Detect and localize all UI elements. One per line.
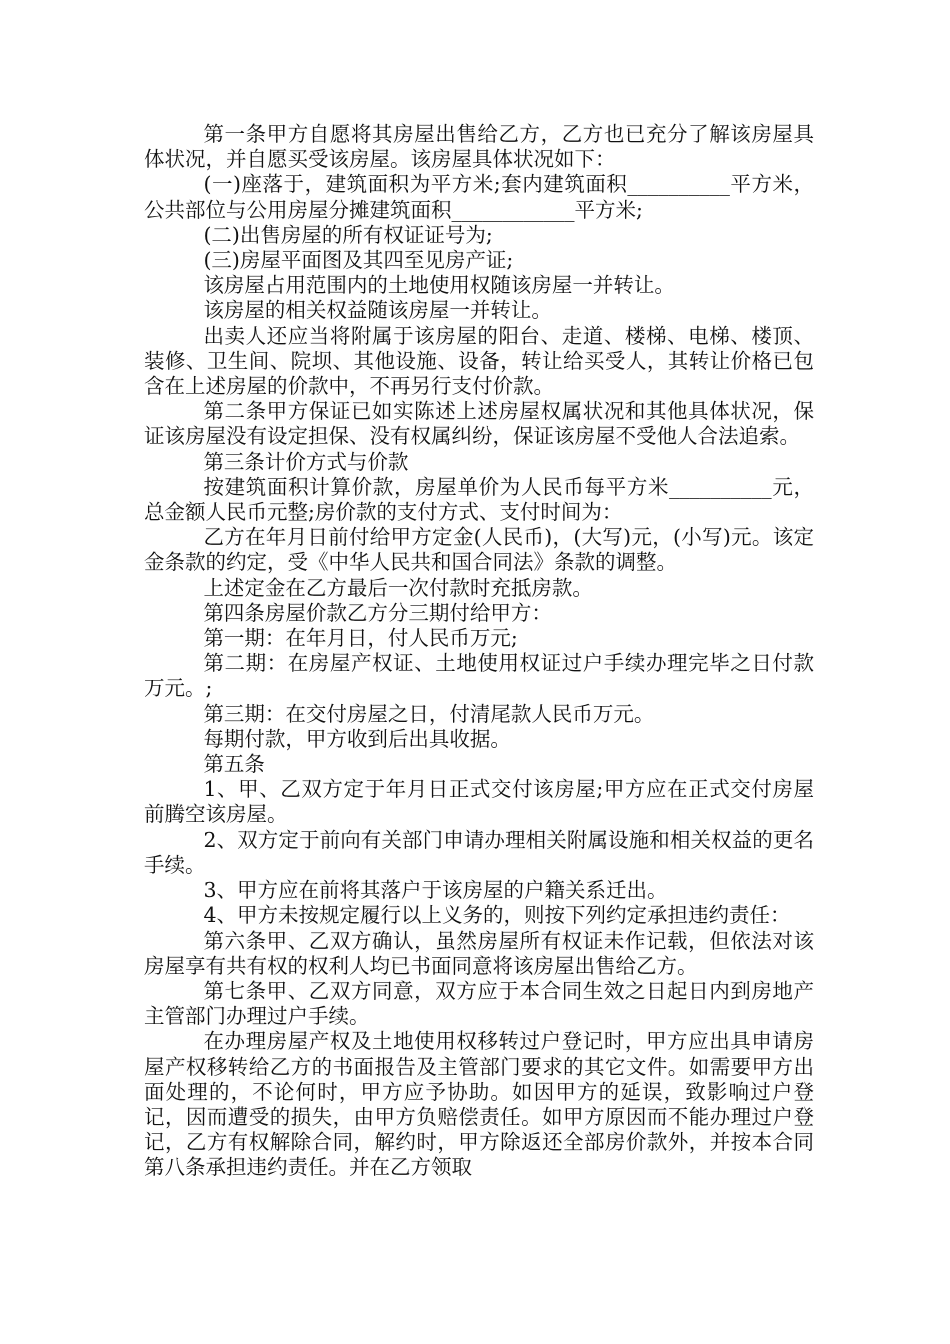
paragraph-item-location: (一)座落于，建筑面积为平方米;套内建筑面积__________平方米，公共部位与公用房屋分摊建筑面积____________平方米;	[144, 172, 814, 222]
paragraph-clause-5-3: 3、甲方应在前将其落户于该房屋的户籍关系迁出。	[203, 878, 668, 903]
paragraph-installment-1: 第一期：在年月日，付人民币万元;	[203, 626, 518, 651]
paragraph-transfer-registration: 在办理房屋产权及土地使用权移转过户登记时，甲方应出具申请房屋产权移转给乙方的书面报告及主管部门要求的其它文件。如需要甲方出面处理的，不论何时，甲方应予协助。如因甲方的延误，致影响过户登记，因而遭受的损失，由甲方负赔偿责任。如甲方原因而不能办理过户登记，乙方有权解除合同，解约时，甲方除返还全部房价款外，并按本合同第八条承担违约责任。并在乙方领取	[144, 1029, 814, 1180]
paragraph-receipt: 每期付款，甲方收到后出具收据。	[203, 726, 511, 751]
paragraph-related-rights: 该房屋的相关权益随该房屋一并转让。	[203, 298, 552, 323]
paragraph-attached-facilities: 出卖人还应当将附属于该房屋的阳台、走道、楼梯、电梯、楼顶、装修、卫生间、院坝、其他设施、设备，转让给买受人，其转让价格已包含在上述房屋的价款中，不再另行支付价款。	[144, 323, 814, 399]
document-body	[144, 122, 814, 1181]
paragraph-installment-3: 第三期：在交付房屋之日，付清尾款人民币万元。	[203, 701, 655, 726]
paragraph-article-7: 第七条甲、乙双方同意，双方应于本合同生效之日起日内到房地产主管部门办理过户手续。	[144, 978, 814, 1029]
paragraph-installment-2: 第二期：在房屋产权证、土地使用权证过户手续办理完毕之日付款万元。;	[144, 651, 814, 701]
paragraph-article-5-heading: 第五条	[203, 752, 265, 777]
paragraph-item-floor-plan: (三)房屋平面图及其四至见房产证;	[203, 248, 514, 273]
paragraph-clause-5-2: 2、双方定于前向有关部门申请办理相关附属设施和相关权益的更名手续。	[144, 827, 814, 877]
paragraph-land-use-right: 该房屋占用范围内的土地使用权随该房屋一并转让。	[203, 273, 675, 298]
paragraph-article-4: 第四条房屋价款乙方分三期付给甲方：	[203, 600, 552, 625]
paragraph-deposit-offset: 上述定金在乙方最后一次付款时充抵房款。	[203, 575, 593, 600]
paragraph-article-3-heading: 第三条计价方式与价款	[203, 449, 409, 474]
paragraph-clause-5-4: 4、甲方未按规定履行以上义务的，则按下列约定承担违约责任：	[203, 903, 791, 928]
paragraph-clause-5-1: 1、甲、乙双方定于年月日正式交付该房屋;甲方应在正式交付房屋前腾空该房屋。	[144, 777, 814, 827]
paragraph-article-6: 第六条甲、乙双方确认，虽然房屋所有权证未作记载，但依法对该房屋享有共有权的权利人均已书面同意将该房屋出售给乙方。	[144, 928, 814, 978]
paragraph-item-certificate: (二)出售房屋的所有权证证号为;	[203, 222, 493, 247]
paragraph-article-2: 第二条甲方保证已如实陈述上述房屋权属状况和其他具体状况，保证该房屋没有设定担保、没有权属纠纷，保证该房屋不受他人合法追索。	[144, 399, 814, 449]
paragraph-pricing: 按建筑面积计算价款，房屋单价为人民币每平方米__________元，总金额人民币元整;房价款的支付方式、支付时间为：	[144, 474, 814, 525]
paragraph-deposit: 乙方在年月日前付给甲方定金(人民币)，(大写)元，(小写)元。该定金条款的约定，受《中华人民共和国合同法》条款的调整。	[144, 525, 814, 575]
paragraph-article-1: 第一条甲方自愿将其房屋出售给乙方，乙方也已充分了解该房屋具体状况，并自愿买受该房屋。该房屋具体状况如下：	[144, 122, 814, 172]
